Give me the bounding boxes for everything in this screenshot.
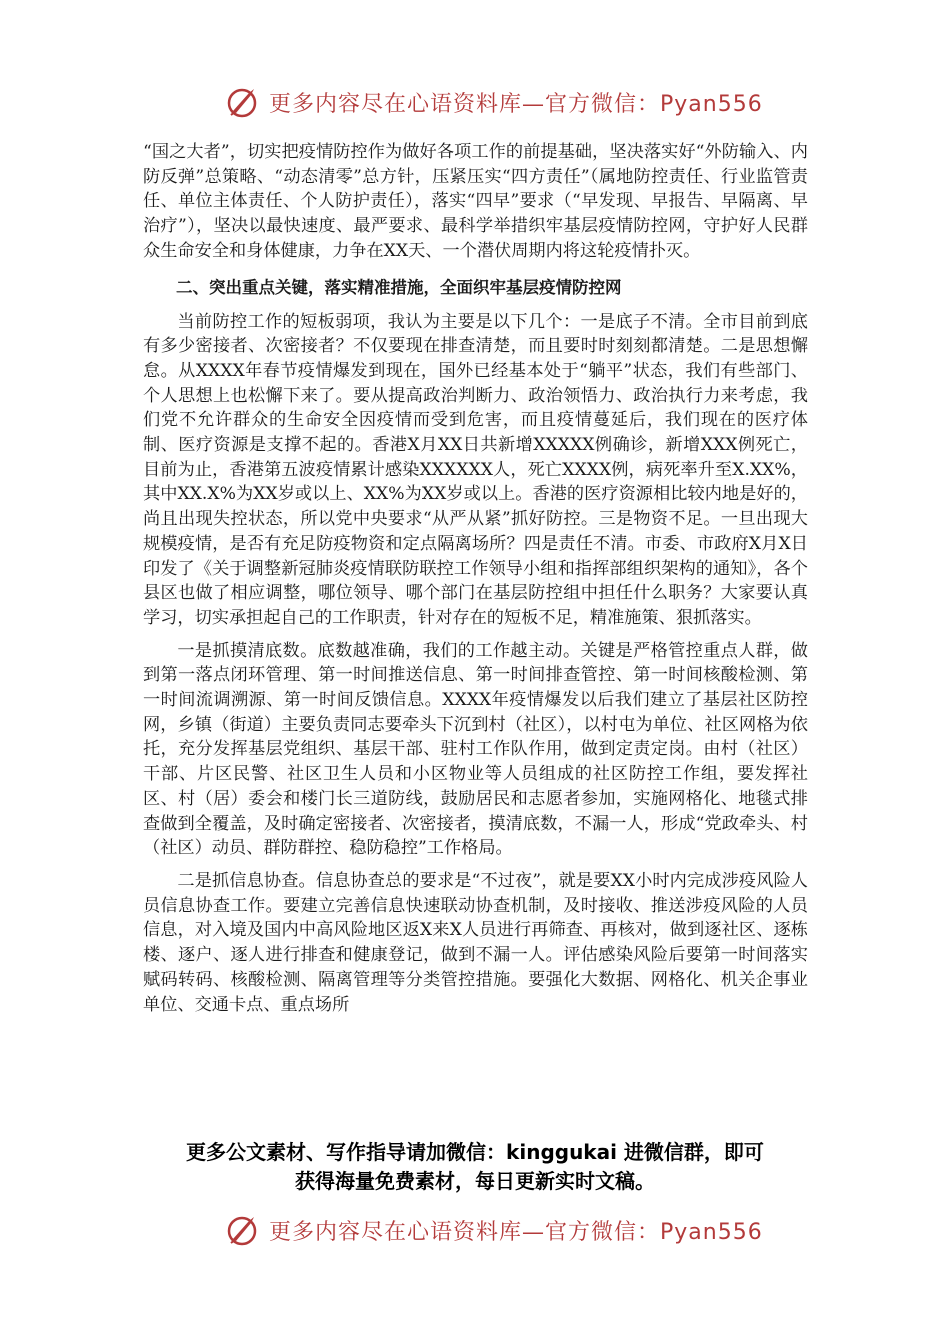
- pen-logo-icon: [225, 84, 261, 120]
- promo-line-1: 更多公文素材、写作指导请加微信：kinggukai 进微信群，即可: [186, 1140, 764, 1164]
- promo-line-2: 获得海量免费素材，每日更新实时文稿。: [295, 1169, 655, 1193]
- promo-notice: [140, 1138, 810, 1196]
- bottom-watermark-banner: [225, 1210, 763, 1250]
- document-body: [143, 140, 808, 1017]
- paragraph-opening: “国之大者”，切实把疫情防控作为做好各项工作的前提基础，坚决落实好“外防输入、内防反弹”总策略、“动态清零”总方针，压紧压实“四方责任”（属地防控责任、行业监管责任、单位主体责任、个人防护责任），落实“四早”要求（“早发现、早报告、早隔离、早治疗”），坚决以最快速度、最严要求、最科学举措织牢基层疫情防控网，守护好人民群众生命安全和身体健康，力争在XX天、一个潜伏周期内将这轮疫情扑灭。: [143, 142, 808, 261]
- paragraph-shortcomings: 当前防控工作的短板弱项，我认为主要是以下几个：一是底子不清。全市目前到底有多少密接者、次密接者？不仅要现在排查清楚，而且要时时刻刻都清楚。二是思想懈怠。从XXXX年春节疫情爆发到现在，国外已经基本处于“躺平”状态，我们有些部门、个人思想上也松懈下来了。要从提高政治判断力、政治领悟力、政治执行力来考虑，我们党不允许群众的生命安全因疫情而受到危害，而且疫情蔓延后，我们现在的医疗体制、医疗资源是支撑不起的。香港X月XX日共新增XXXXX例确诊，新增XXX例死亡，目前为止，香港第五波疫情累计感染XXXXXX人，死亡XXXX例，病死率升至X.XX%，其中XX.X%为XX岁或以上、XX%为XX岁或以上。香港的医疗资源相比较内地是好的，尚且出现失控状态，所以党中央要求“从严从紧”抓好防控。三是物资不足。一旦出现大规模疫情，是否有充足防疫物资和定点隔离场所？四是责任不清。市委、市政府X月X日印发了《关于调整新冠肺炎疫情联防联控工作领导小组和指挥部组织架构的通知》，各个县区也做了相应调整，哪位领导、哪个部门在基层防控组中担任什么职务？大家要认真学习，切实承担起自己的工作职责，针对存在的短板不足，精准施策、狠抓落实。: [143, 311, 808, 628]
- banner-text: 更多内容尽在心语资料库—官方微信：Pyan556: [269, 1219, 763, 1245]
- banner-text: 更多内容尽在心语资料库—官方微信：Pyan556: [269, 91, 763, 117]
- top-watermark-banner: [225, 82, 763, 122]
- section-heading: 二、突出重点关键，落实精准措施，全面织牢基层疫情防控网: [176, 277, 622, 297]
- paragraph-info-check: 二是抓信息协查。信息协查总的要求是“不过夜”，就是要XX小时内完成涉疫风险人员信息协查工作。要建立完善信息快速联动协查机制，及时接收、推送涉疫风险的人员信息，对入境及国内中高风险地区返X来X人员进行再筛查、再核对，做到逐社区、逐栋楼、逐户、逐人进行排查和健康登记，做到不漏一人。评估感染风险后要第一时间落实赋码转码、核酸检测、隔离管理等分类管控措施。要强化大数据、网格化、机关企事业单位、交通卡点、重点场所: [143, 870, 808, 1015]
- paragraph-headcount: 一是抓摸清底数。底数越准确，我们的工作越主动。关键是严格管控重点人群，做到第一落点闭环管理、第一时间推送信息、第一时间排查管控、第一时间核酸检测、第一时间流调溯源、第一时间反馈信息。XXXX年疫情爆发以后我们建立了基层社区防控网，乡镇（街道）主要负责同志要牵头下沉到村（社区），以村屯为单位、社区网格为依托，充分发挥基层党组织、基层干部、驻村工作队作用，做到定责定岗。由村（社区）干部、片区民警、社区卫生人员和小区物业等人员组成的社区防控工作组，要发挥社区、村（居）委会和楼门长三道防线，鼓励居民和志愿者参加，实施网格化、地毯式排查做到全覆盖，及时确定密接者、次密接者，摸清底数，不漏一人，形成“党政牵头、村（社区）动员、群防群控、稳防稳控”工作格局。: [143, 640, 808, 859]
- pen-logo-icon: [225, 1212, 261, 1248]
